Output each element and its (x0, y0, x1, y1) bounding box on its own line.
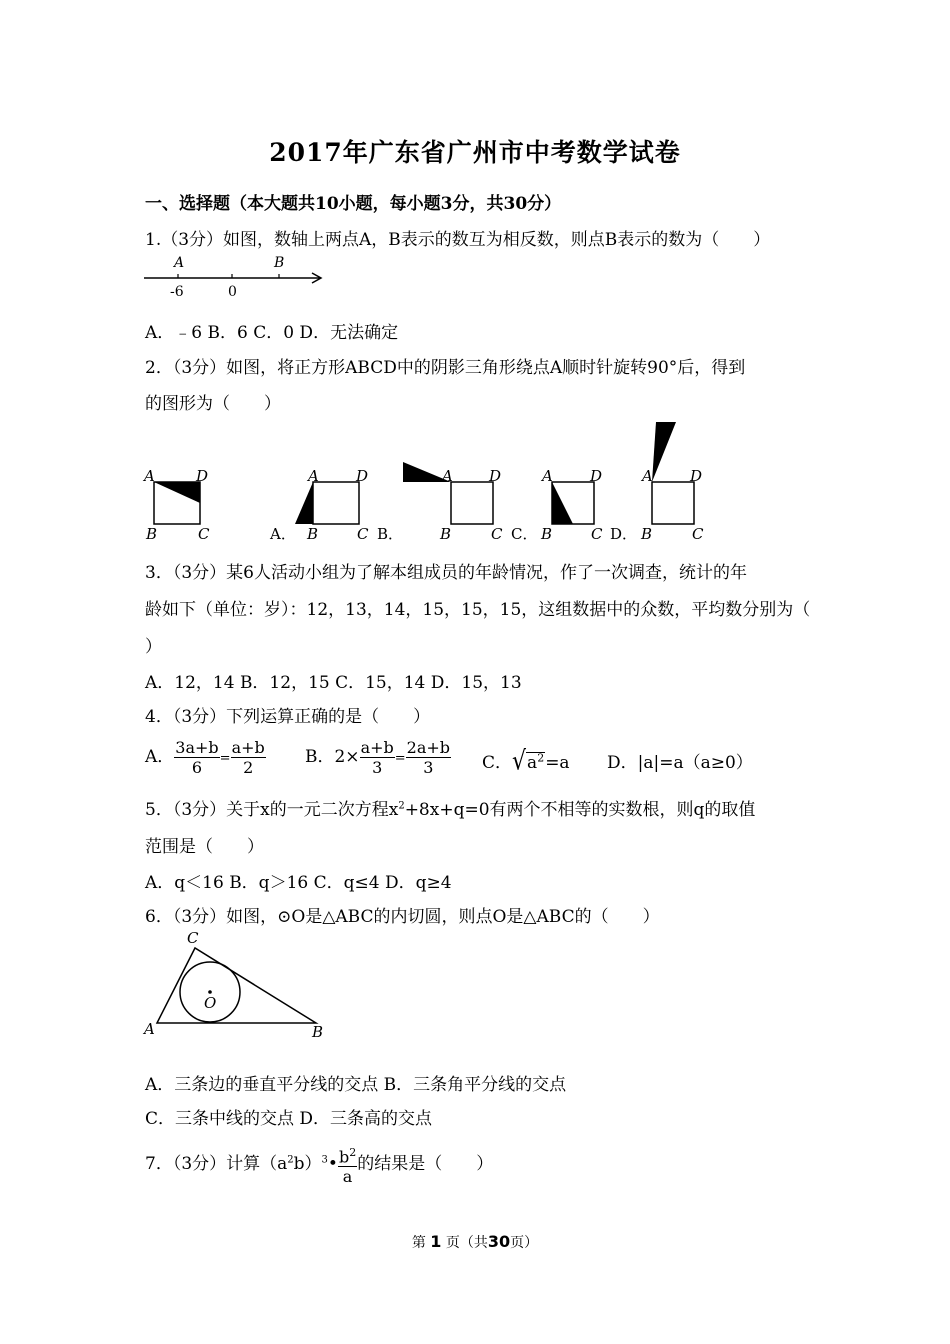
q4-option-a: A． $\frac{3a+b}{6}$ = $\frac{a+b}{2}$ (145, 738, 265, 777)
label-a: A (174, 255, 185, 271)
question-3-options: A．12，14 B．12，15 C．15，14 D．15，13 (145, 673, 522, 693)
svg-text:A: A (542, 467, 553, 485)
svg-text:A: A (442, 467, 453, 485)
option-d-label: D． (610, 525, 638, 543)
svg-text:B: B (312, 1023, 324, 1041)
question-2-line-1: 2．（3分）如图，将正方形ABCD中的阴影三角形绕点A顺时针旋转90°后，得到 (145, 358, 746, 378)
svg-text:A: A (308, 467, 319, 485)
svg-text:D: D (356, 467, 369, 485)
q6-incircle-figure (140, 928, 330, 1043)
question-1-options: A．﹣6 B．6 C．0 D．无法确定 (145, 323, 399, 343)
svg-text:D: D (489, 467, 502, 485)
svg-text:C: C (692, 525, 704, 543)
svg-text:B: B (541, 525, 553, 543)
question-7-text: 7．（3分）计算$(a^2b)^3•$ $\frac{b^2}{a}$ 的结果是（ ） (145, 1143, 493, 1186)
svg-text:C: C (357, 525, 369, 543)
svg-text:D: D (196, 467, 209, 485)
option-b-label: B． (377, 525, 404, 543)
option-c-label: C． (511, 525, 538, 543)
question-3-line-1: 3．（3分）某6人活动小组为了解本组成员的年龄情况，作了一次调查，统计的年 (145, 563, 747, 583)
svg-text:B: B (146, 525, 158, 543)
label-b: B (274, 255, 285, 271)
page-title: 2017年广东省广州市中考数学试卷 (269, 138, 681, 167)
q2-square-figures (140, 415, 720, 545)
svg-text:D: D (690, 467, 703, 485)
svg-text:O: O (204, 994, 217, 1012)
q4-option-d: D．|a|=a（a≥0） (607, 753, 753, 773)
q4-option-b: B．2× $\frac{a+b}{3}$ = $\frac{2a+b}{3}$ (305, 738, 451, 777)
question-5-options: A．q＜16 B．q＞16 C．q≤4 D．q≥4 (145, 873, 452, 893)
question-6-options-1: A．三条边的垂直平分线的交点 B．三条角平分线的交点 (145, 1075, 567, 1095)
total-pages: 30 (487, 1232, 511, 1251)
question-4-text: 4．（3分）下列运算正确的是（ ） (145, 707, 431, 727)
svg-text:B: B (641, 525, 653, 543)
svg-text:D: D (590, 467, 603, 485)
q4-option-c: C．$√a^2=a$ (482, 746, 570, 777)
q1-number-line-figure (140, 250, 330, 300)
svg-text:B: B (440, 525, 452, 543)
svg-text:B: B (307, 525, 319, 543)
tick-zero: 0 (228, 284, 237, 300)
question-3-line-3: ） (145, 637, 162, 657)
question-3-line-2: 龄如下（单位：岁）：12，13，14，15，15，15，这组数据中的众数，平均数分别为（ (145, 600, 811, 620)
question-1-text: 1.（3分）如图，数轴上两点A，B表示的数互为相反数，则点B表示的数为（ ） (145, 230, 771, 250)
section-heading: 一、选择题（本大题共10小题，每小题3分，共30分） (145, 194, 562, 214)
radical-icon: √ (512, 746, 527, 777)
svg-text:C: C (198, 525, 210, 543)
svg-text:C: C (591, 525, 603, 543)
svg-text:C: C (187, 929, 199, 947)
question-5-line-2: 范围是（ ） (145, 837, 264, 857)
page-footer: 第 1 页（共30页） (411, 1232, 539, 1251)
question-5-line-1: 5．（3分）关于x的一元二次方程$x^2+8x+q=0$有两个不相等的实数根，则q的取值 (145, 800, 756, 820)
question-6-options-2: C．三条中线的交点 D．三条高的交点 (145, 1109, 433, 1129)
question-2-line-2: 的图形为（ ） (145, 394, 281, 414)
page-number: 1 (430, 1232, 442, 1251)
question-6-text: 6．（3分）如图，⊙O是△ABC的内切圆，则点O是△ABC的（ ） (145, 907, 660, 927)
svg-text:A: A (144, 467, 155, 485)
svg-text:A: A (144, 1020, 155, 1038)
svg-text:A: A (642, 467, 653, 485)
option-a-label: A． (270, 525, 296, 543)
tick-neg6: -6 (170, 284, 184, 300)
svg-text:C: C (491, 525, 503, 543)
